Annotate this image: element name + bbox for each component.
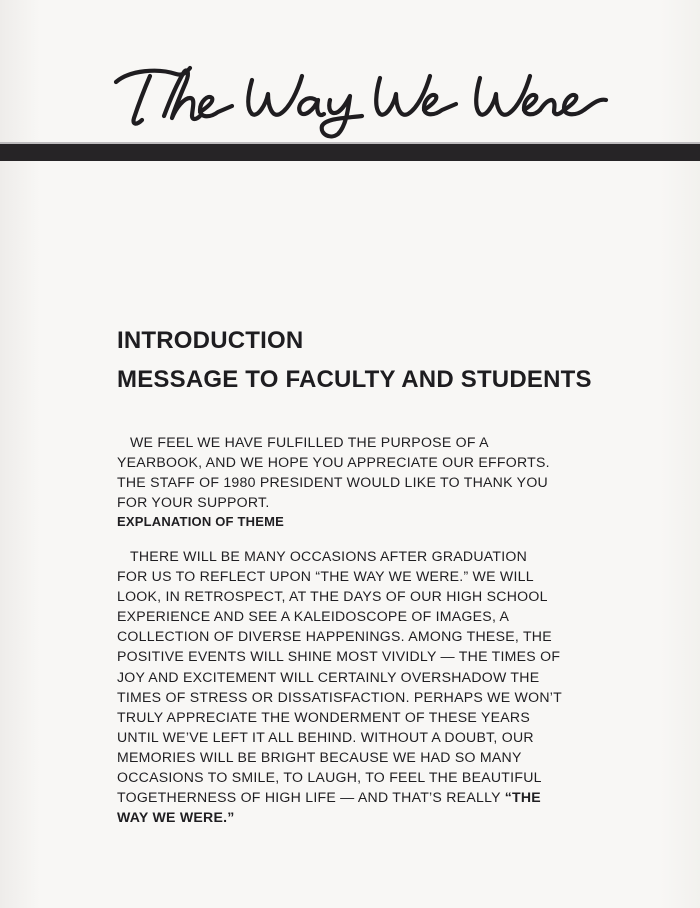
header-rule (0, 144, 700, 161)
paragraph-line: TIMES OF STRESS OR DISSATISFACTION. PERHAPS WE WON’T (117, 688, 562, 705)
paragraph-text-bold: “THE (504, 789, 541, 806)
paragraph-line: EXPERIENCE AND SEE A KALEIDOSCOPE OF IMAGES, A (117, 608, 510, 625)
paragraph-line: FOR US TO REFLECT UPON “THE WAY WE WERE.” WE WILL (117, 568, 534, 585)
paragraph-line: COLLECTION OF DIVERSE HAPPENINGS. AMONG THESE, THE (117, 628, 552, 645)
paragraph-line: LOOK, IN RETROSPECT, AT THE DAYS OF OUR HIGH SCHOOL (117, 588, 548, 605)
paragraph-line: MEMORIES WILL BE BRIGHT BECAUSE WE HAD SO MANY (117, 748, 522, 765)
paragraph-line: TRULY APPRECIATE THE WONDERMENT OF THESE YEARS (117, 708, 530, 725)
script-title-logo (110, 60, 610, 140)
paragraph-line: POSITIVE EVENTS WILL SHINE MOST VIVIDLY — THE TIMES OF (117, 648, 561, 665)
paragraph-message (117, 432, 597, 532)
heading-message: MESSAGE TO FACULTY AND STUDENTS (117, 366, 592, 393)
paragraph-line-closing: WAY WE WERE.” (117, 809, 235, 826)
paragraph-line: OCCASIONS TO SMILE, TO LAUGH, TO FEEL THE BEAUTIFUL (117, 769, 542, 786)
paragraph-line: YEARBOOK, AND WE HOPE YOU APPRECIATE OUR EFFORTS. (117, 454, 550, 471)
paragraph-line: UNTIL WE’VE LEFT IT ALL BEHIND. WITHOUT A DOUBT, OUR (117, 728, 534, 745)
script-title-artwork (110, 60, 610, 140)
paragraph-line: THE STAFF OF 1980 PRESIDENT WOULD LIKE TO THANK YOU (117, 474, 548, 491)
paragraph-theme (117, 546, 597, 827)
paragraph-line: JOY AND EXCITEMENT WILL CERTAINLY OVERSHADOW THE (117, 668, 540, 685)
paragraph-line: FOR YOUR SUPPORT. (117, 494, 270, 511)
sub-heading-theme: EXPLANATION OF THEME (117, 514, 284, 530)
heading-introduction: INTRODUCTION (117, 327, 304, 354)
paragraph-line: WE FEEL WE HAVE FULFILLED THE PURPOSE OF A (130, 434, 489, 450)
paragraph-line: THERE WILL BE MANY OCCASIONS AFTER GRADUATION (130, 548, 528, 564)
paragraph-line-last (117, 787, 597, 807)
paragraph-text-plain: TOGETHERNESS OF HIGH LIFE — AND THAT’S REALLY (117, 789, 505, 806)
